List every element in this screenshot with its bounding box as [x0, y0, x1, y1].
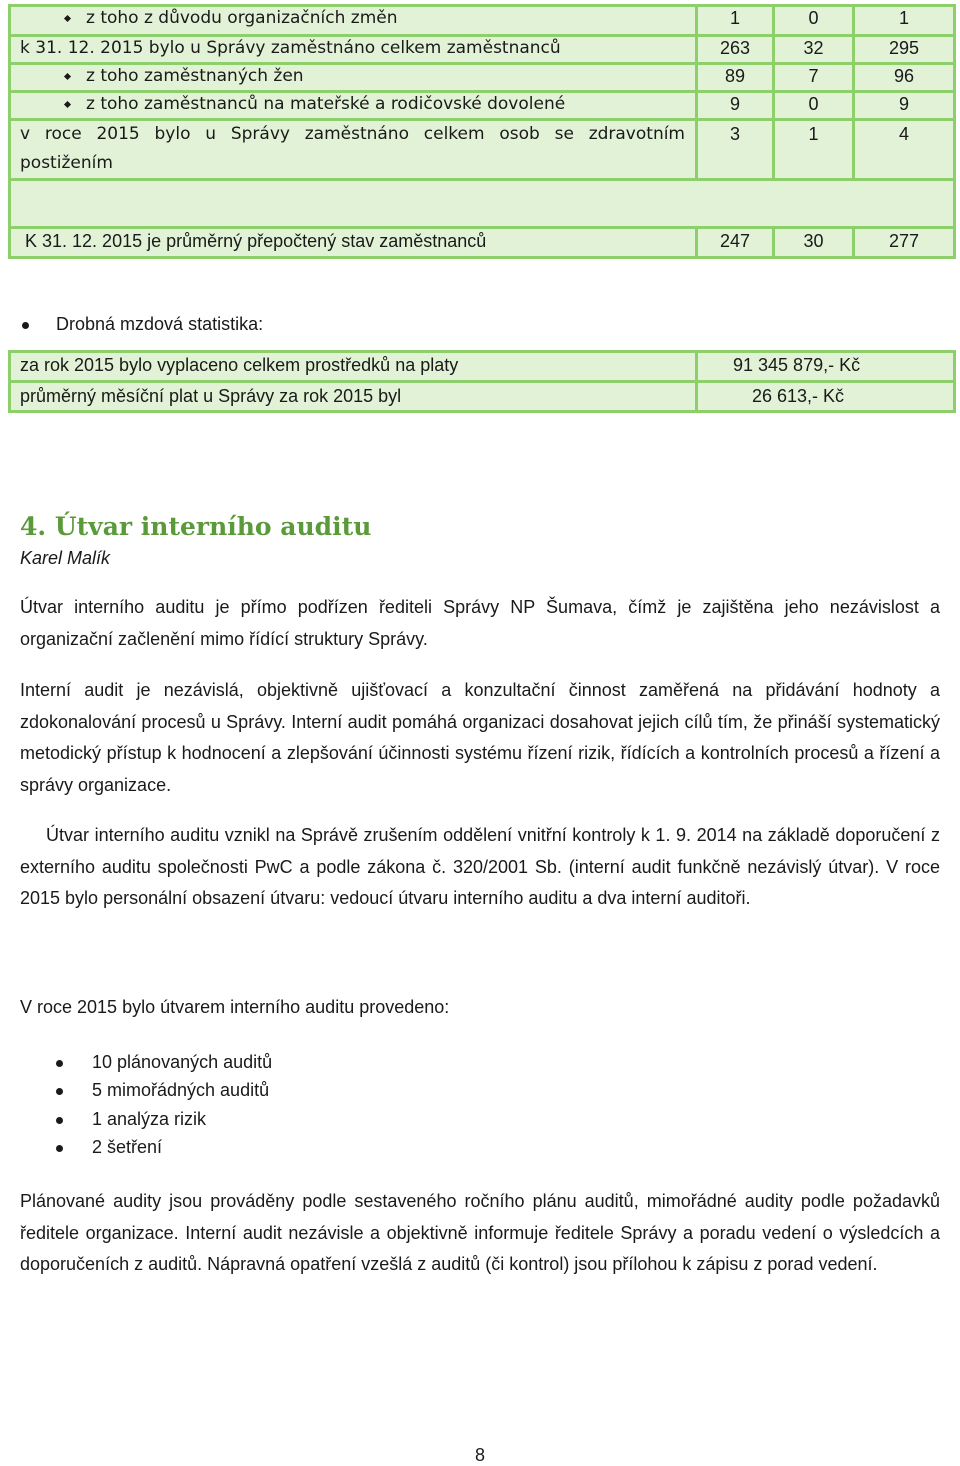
list-item: 5 mimořádných auditů [92, 1080, 270, 1100]
bullet-icon [56, 1117, 63, 1124]
cell-value: 96 [893, 66, 915, 86]
cell-value: 7 [808, 66, 819, 86]
cell-value: 9 [729, 94, 740, 114]
wage-value: 91 345 879,- Kč [733, 355, 861, 375]
paragraph: Plánované audity jsou prováděny podle sestaveného ročního plánu auditů, mimořádné audity podle požadavků ředitele organizace. Interní audit nezávisle a objektivně informuje ředitele Správy a poradu vedení o výsledcích a doporučeních z auditů. Nápravná opatření vzešlá z auditů (či kontrol) jsou přílohou k zápisu z porad vedení. [20, 1191, 940, 1274]
list-item: 2 šetření [92, 1137, 163, 1157]
list-item: 10 plánovaných auditů [92, 1052, 273, 1072]
row-label: v roce 2015 bylo u Správy zaměstnáno celkem osob se zdravotním [20, 124, 685, 144]
wage-label: za rok 2015 bylo vyplaceno celkem prostředků na platy [20, 355, 459, 375]
row-label: z toho zaměstnaných žen [86, 66, 304, 86]
section-number: 4. [20, 512, 47, 541]
paragraph: Útvar interního auditu je přímo podřízen řediteli Správy NP Šumava, čímž je zajištěna jeho nezávislost a organizační začlenění mimo řídící struktury Správy. [20, 597, 940, 649]
row-label: z toho zaměstnanců na mateřské a rodičovské dovolené [86, 94, 566, 114]
list-item: 1 analýza rizik [92, 1109, 207, 1129]
cell-value: 3 [729, 124, 740, 144]
bullet-icon [56, 1088, 63, 1095]
wage-value: 26 613,- Kč [752, 386, 845, 406]
cell-value: 0 [808, 94, 819, 114]
bullet-icon [22, 322, 29, 329]
cell-value: 89 [724, 66, 746, 86]
section-author: Karel Malík [20, 548, 111, 568]
cell-value: 32 [803, 38, 824, 58]
bullet-icon [56, 1145, 63, 1152]
section-title: Útvar interního auditu [54, 512, 372, 541]
cell-value: 277 [888, 231, 920, 251]
cell-value: 0 [808, 8, 819, 28]
bullet-icon [56, 1060, 63, 1067]
page-number: 8 [474, 1445, 485, 1465]
cell-value: 4 [898, 124, 909, 144]
cell-value: 1 [729, 8, 740, 28]
cell-value: 1 [898, 8, 909, 28]
paragraph: Interní audit je nezávislá, objektivně ujišťovací a konzultační činnost zaměřená na přidávání hodnoty a zdokonalování procesů u Správy. Interní audit pomáhá organizaci dosahovat jejich cílů tím, že přináší systematický metodický přístup k hodnocení a zlepšování účinnosti systému řízení rizik, řídících a kontrolních procesů a řízení a správy organizace. [20, 680, 940, 795]
wage-label: průměrný měsíční plat u Správy za rok 2015 byl [20, 386, 402, 406]
cell-value: 247 [719, 231, 751, 251]
table-spacer-row [8, 178, 956, 229]
cell-value: 30 [803, 231, 824, 251]
wage-title: Drobná mzdová statistika: [56, 314, 264, 334]
cell-value: 9 [898, 94, 909, 114]
paragraph: Útvar interního auditu vznikl na Správě zrušením oddělení vnitřní kontroly k 1. 9. 2014 na základě doporučení z externího auditu společnosti PwC a podle zákona č. 320/2001 Sb. (interní audit funkčně nezávislý útvar). V roce 2015 bylo personální obsazení útvaru: vedoucí útvaru interního auditu a dva interní auditoři. [20, 825, 940, 908]
row-label: z toho z důvodu organizačních změn [86, 8, 398, 28]
row-label: k 31. 12. 2015 bylo u Správy zaměstnáno celkem zaměstnanců [20, 38, 561, 58]
row-label: K 31. 12. 2015 je průměrný přepočtený stav zaměstnanců [25, 231, 487, 251]
cell-value: 295 [888, 38, 920, 58]
paragraph: V roce 2015 bylo útvarem interního auditu provedeno: [20, 997, 450, 1017]
row-label-continued: postižením [20, 153, 113, 173]
section-heading [20, 512, 371, 541]
cell-value: 1 [808, 124, 819, 144]
cell-value: 263 [719, 38, 751, 58]
